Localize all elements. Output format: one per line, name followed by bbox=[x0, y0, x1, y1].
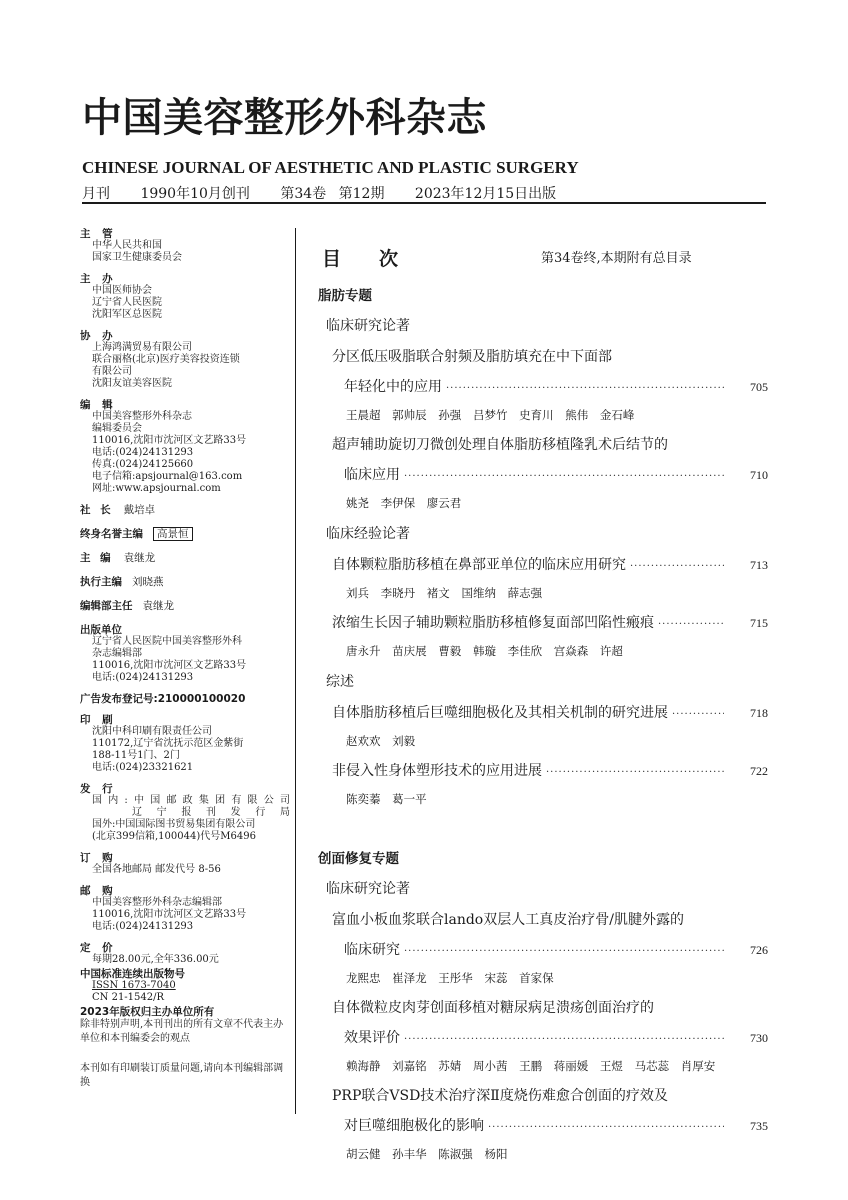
line: 电话:(024)23321621 bbox=[92, 762, 194, 773]
article-title-cont bbox=[318, 1028, 768, 1050]
line: 每期28.00元,全年336.00元 bbox=[92, 954, 219, 965]
page-number: 726 bbox=[750, 943, 768, 957]
section-heading: 印 刷 bbox=[80, 714, 117, 726]
line: 110172,辽宁省沈抚示范区金紫街 bbox=[92, 738, 244, 749]
authors: 赖海静 刘嘉铭 苏婧 周小茜 王鹏 蒋丽媛 王煜 马芯蕊 肖厚安 bbox=[346, 1059, 716, 1073]
volume: 第34卷 bbox=[280, 186, 327, 202]
line: 国内:中国邮政集团有限公司 bbox=[92, 795, 290, 806]
section-heading: 订 购 bbox=[80, 852, 117, 864]
toc-entry[interactable] bbox=[318, 910, 768, 986]
section-print bbox=[80, 714, 290, 774]
title: 自体脂肪移植后巨噬细胞极化及其相关机制的研究进展 bbox=[332, 705, 668, 721]
line: 188-11号1门、2门 bbox=[92, 750, 180, 761]
line: 有限公司 bbox=[92, 366, 132, 377]
line: 电话:(024)24131293 bbox=[92, 447, 194, 458]
line: 辽 宁 报 刊 发 行 局 bbox=[132, 807, 290, 818]
leader-dots bbox=[488, 1118, 724, 1138]
section-mail bbox=[80, 885, 290, 933]
section-price bbox=[80, 942, 290, 966]
leader-dots bbox=[404, 942, 724, 962]
authors: 刘兵 李晓丹 褚文 国维纳 薛志强 bbox=[346, 586, 543, 600]
issn: ISSN 1673-7040 bbox=[92, 980, 176, 991]
category-review: 综述 bbox=[326, 674, 354, 690]
value: 袁继龙 bbox=[142, 600, 174, 612]
section-heading: 发 行 bbox=[80, 783, 117, 795]
quality-note: 本刊如有印刷装订质量问题,请向本刊编辑部调换 bbox=[80, 1063, 284, 1088]
office-director bbox=[80, 600, 290, 612]
toc-entry[interactable] bbox=[318, 703, 768, 749]
title: 自体颗粒脂肪移植在鼻部亚单位的临床应用研究 bbox=[332, 557, 626, 573]
toc-entry[interactable] bbox=[318, 347, 768, 423]
leader-dots bbox=[446, 379, 724, 399]
leader-dots bbox=[404, 467, 724, 487]
title: 临床研究 bbox=[344, 942, 400, 958]
authors: 王晨超 郭帅辰 孙强 吕梦竹 史育川 熊伟 金石峰 bbox=[346, 408, 635, 422]
line: (北京399信箱,100044)代号M6496 bbox=[92, 831, 256, 842]
article-title-cont bbox=[318, 465, 768, 487]
section-zhuban bbox=[80, 273, 290, 321]
title: 浓缩生长因子辅助颗粒脂肪移植修复面部凹陷性瘢痕 bbox=[332, 615, 654, 631]
line: 110016,沈阳市沈河区文艺路33号 bbox=[92, 909, 247, 920]
toc-entry[interactable] bbox=[318, 998, 768, 1074]
section-zhuguan bbox=[80, 228, 290, 264]
authors: 胡云健 孙丰华 陈淑强 杨阳 bbox=[346, 1147, 508, 1161]
topic-fat: 脂肪专题 bbox=[318, 288, 372, 304]
page-number: 730 bbox=[750, 1031, 768, 1045]
line: 沈阳友谊美容医院 bbox=[92, 378, 172, 389]
line: 全国各地邮局 邮发代号 8-56 bbox=[92, 864, 221, 875]
toc-entry[interactable] bbox=[318, 613, 768, 659]
line: 中国美容整形外科杂志 bbox=[92, 411, 192, 422]
line: 中国美容整形外科杂志编辑部 bbox=[92, 897, 222, 908]
authors: 陈奕蓁 葛一平 bbox=[346, 792, 427, 806]
frequency: 月刊 bbox=[82, 186, 110, 202]
topic-wound-repair: 创面修复专题 bbox=[318, 851, 399, 867]
toc-entry[interactable] bbox=[318, 555, 768, 601]
copyright: 2023年版权归主办单位所有 bbox=[80, 1006, 215, 1018]
line: 辽宁省人民医院中国美容整形外科 bbox=[92, 636, 242, 647]
toc-entry[interactable] bbox=[318, 1086, 768, 1162]
title: 年轻化中的应用 bbox=[344, 379, 442, 395]
section-heading: 协 办 bbox=[80, 330, 117, 342]
value: 高景恒 bbox=[153, 527, 193, 541]
value: 戴培卓 bbox=[123, 504, 156, 516]
president bbox=[80, 504, 290, 516]
article-title bbox=[318, 703, 768, 725]
category-clinical-research: 临床研究论著 bbox=[326, 881, 410, 897]
label: 社 长 bbox=[80, 504, 114, 516]
article-title-cont bbox=[318, 1116, 768, 1138]
line: 杂志编辑部 bbox=[92, 648, 142, 659]
title: 临床应用 bbox=[344, 467, 400, 483]
section-order bbox=[80, 852, 290, 876]
chief-editor bbox=[80, 552, 290, 564]
article-title bbox=[318, 613, 768, 635]
line: 编辑委员会 bbox=[92, 423, 142, 434]
publish-date: 2023年12月15日出版 bbox=[414, 186, 557, 202]
toc-heading bbox=[322, 244, 436, 271]
leader-dots bbox=[630, 557, 724, 577]
masthead-column bbox=[80, 228, 290, 1090]
article-title: 自体微粒皮肉芽创面移植对糖尿病足溃疡创面治疗的 bbox=[332, 1000, 654, 1016]
article-title bbox=[318, 555, 768, 577]
label: 执行主编 bbox=[80, 576, 122, 588]
article-title-cont bbox=[318, 377, 768, 399]
page-number: 715 bbox=[750, 616, 768, 630]
line: 电话:(024)24131293 bbox=[92, 672, 194, 683]
header-rule bbox=[82, 202, 766, 204]
authors: 唐永升 苗庆展 曹毅 韩璇 李佳欣 宫焱森 许超 bbox=[346, 644, 623, 658]
line: 国外:中国国际图书贸易集团有限公司 bbox=[92, 819, 256, 830]
line: 沈阳中科印刷有限责任公司 bbox=[92, 726, 212, 737]
value: 袁继龙 bbox=[123, 552, 156, 564]
leader-dots bbox=[672, 705, 724, 725]
page-number: 710 bbox=[750, 468, 768, 482]
section-heading: 出版单位 bbox=[80, 624, 122, 636]
category-clinical-experience: 临床经验论著 bbox=[326, 526, 410, 542]
honorary-editor bbox=[80, 528, 290, 540]
section-xieban bbox=[80, 330, 290, 390]
toc-note: 第34卷终,本期附有总目录 bbox=[541, 251, 692, 266]
article-title: 富血小板血浆联合lando双层人工真皮治疗骨/肌腱外露的 bbox=[332, 912, 684, 928]
leader-dots bbox=[658, 615, 724, 635]
line: 上海鸿满贸易有限公司 bbox=[92, 342, 192, 353]
disclaimer: 除非特别声明,本刊刊出的所有文章不代表主办单位和本刊编委会的观点 bbox=[80, 1019, 284, 1044]
label: 终身名誉主编 bbox=[80, 528, 143, 540]
article-title bbox=[318, 761, 768, 783]
article-title: 分区低压吸脂联合射频及脂肪填充在中下面部 bbox=[332, 349, 612, 365]
leader-dots bbox=[404, 1030, 724, 1050]
section-distribution bbox=[80, 783, 290, 843]
label: 主 编 bbox=[80, 552, 114, 564]
page-number: 713 bbox=[750, 558, 768, 572]
line: 110016,沈阳市沈河区文艺路33号 bbox=[92, 660, 247, 671]
line: 中国医师协会 bbox=[92, 285, 152, 296]
section-heading: 编 辑 bbox=[80, 399, 117, 411]
section-heading: 邮 购 bbox=[80, 885, 117, 897]
value: 刘晓燕 bbox=[132, 576, 164, 588]
section-bianji bbox=[80, 399, 290, 495]
page-number: 718 bbox=[750, 706, 768, 720]
leader-dots bbox=[546, 763, 724, 783]
line: 辽宁省人民医院 bbox=[92, 297, 162, 308]
section-heading: 中国标准连续出版物号 bbox=[80, 968, 185, 980]
journal-title-cn: 中国美容整形外科杂志 bbox=[82, 95, 487, 141]
toc-heading-1: 目 bbox=[322, 248, 342, 270]
line: 中华人民共和国 bbox=[92, 240, 162, 251]
title: 效果评价 bbox=[344, 1030, 400, 1046]
authors: 姚尧 李伊保 廖云君 bbox=[346, 496, 462, 510]
category-clinical-research: 临床研究论著 bbox=[326, 318, 410, 334]
page-number: 735 bbox=[750, 1119, 768, 1133]
article-title: PRP联合VSD技术治疗深Ⅱ度烧伤难愈合创面的疗效及 bbox=[332, 1088, 668, 1104]
line: 电话:(024)24131293 bbox=[92, 921, 194, 932]
table-of-contents bbox=[318, 284, 768, 1174]
toc-entry[interactable] bbox=[318, 761, 768, 807]
section-heading: 定 价 bbox=[80, 942, 117, 954]
section-issn bbox=[80, 968, 290, 1004]
section-publisher bbox=[80, 624, 290, 684]
line: 国家卫生健康委员会 bbox=[92, 252, 182, 263]
publication-info bbox=[82, 183, 582, 203]
article-title-cont bbox=[318, 940, 768, 962]
ad-reg: 广告发布登记号:210000100020 bbox=[80, 693, 246, 705]
column-divider bbox=[295, 228, 296, 1114]
authors: 龙熙忠 崔泽龙 王彤华 宋蕊 首家保 bbox=[346, 971, 554, 985]
page-number: 705 bbox=[750, 380, 768, 394]
title: 非侵入性身体塑形技术的应用进展 bbox=[332, 763, 542, 779]
toc-entry[interactable] bbox=[318, 435, 768, 511]
executive-editor bbox=[80, 576, 290, 588]
line: 网址:www.apsjournal.com bbox=[92, 483, 221, 494]
section-heading: 主 管 bbox=[80, 228, 117, 240]
journal-title-en: CHINESE JOURNAL OF AESTHETIC AND PLASTIC SURGERY bbox=[82, 158, 579, 177]
ad-registration bbox=[80, 693, 290, 705]
line: 沈阳军区总医院 bbox=[92, 309, 162, 320]
page-number: 722 bbox=[750, 764, 768, 778]
label: 编辑部主任 bbox=[80, 600, 133, 612]
title: 对巨噬细胞极化的影响 bbox=[344, 1118, 484, 1134]
line: 传真:(024)24125660 bbox=[92, 459, 194, 470]
authors: 赵欢欢 刘毅 bbox=[346, 734, 416, 748]
cn-number: CN 21-1542/R bbox=[92, 992, 165, 1003]
founded: 1990年10月创刊 bbox=[140, 186, 250, 202]
article-title: 超声辅助旋切刀微创处理自体脂肪移植隆乳术后结节的 bbox=[332, 437, 668, 453]
toc-heading-2: 次 bbox=[379, 248, 399, 270]
line: 联合丽格(北京)医疗美容投资连锁 bbox=[92, 354, 240, 365]
issue: 第12期 bbox=[338, 186, 385, 202]
line: 110016,沈阳市沈河区文艺路33号 bbox=[92, 435, 247, 446]
section-heading: 主 办 bbox=[80, 273, 117, 285]
line: 电子信箱:apsjournal@163.com bbox=[92, 471, 243, 482]
